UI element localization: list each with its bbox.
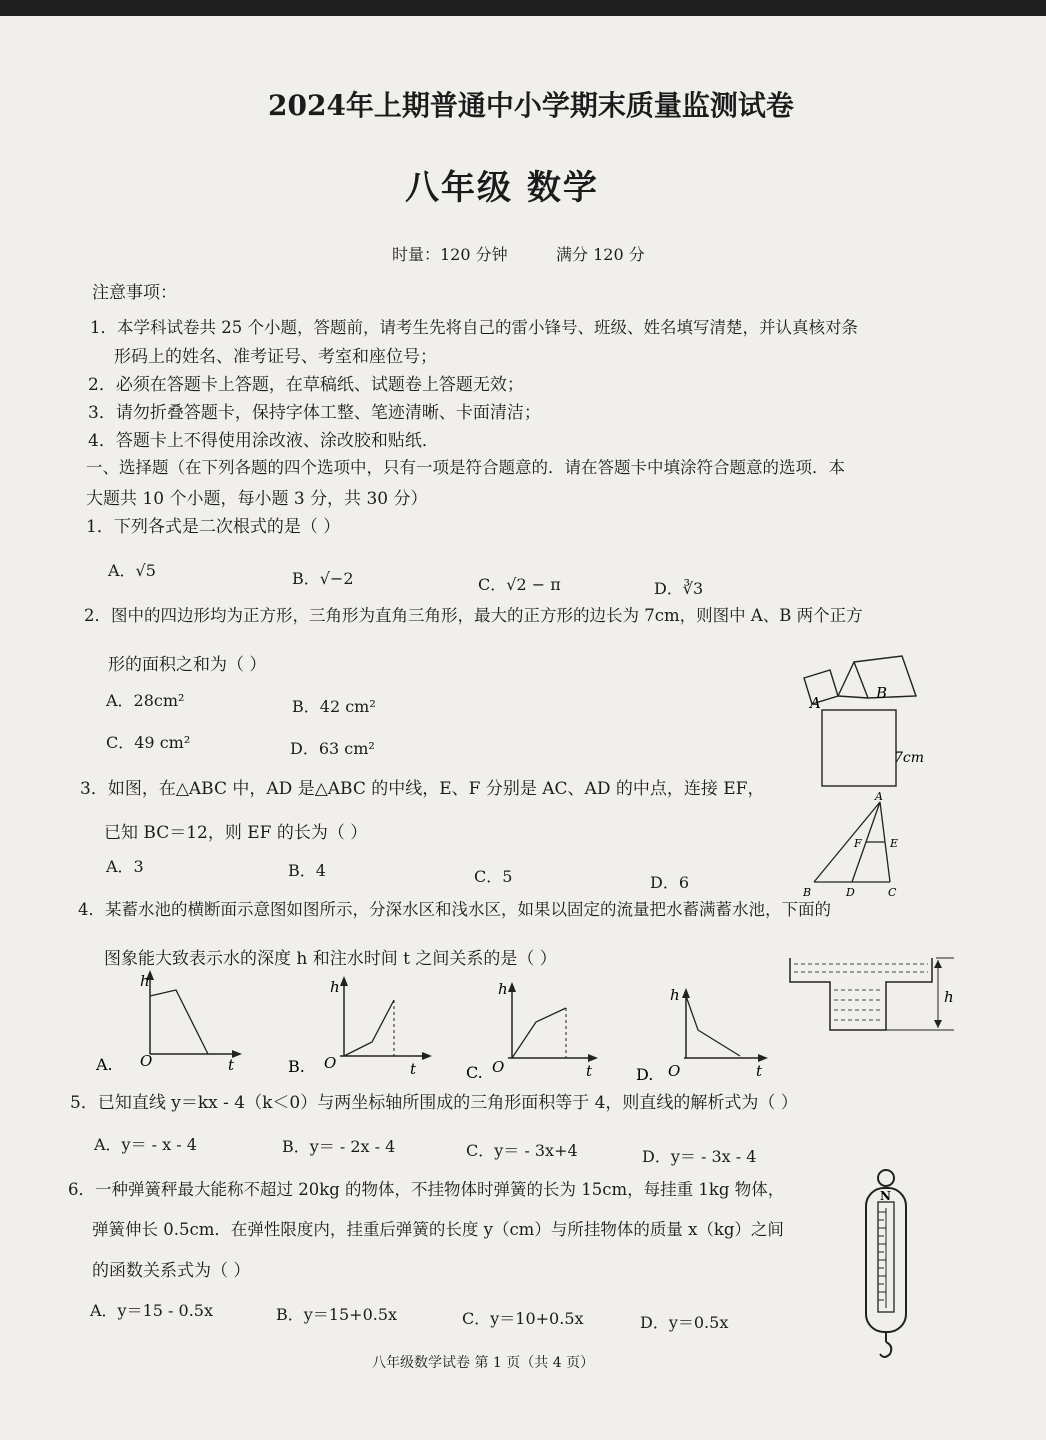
axis-t: t [756,1062,763,1080]
notes-heading: 注意事项： [92,283,177,303]
exam-title: 2024年上期普通中小学期末质量监测试卷 [268,89,794,122]
question-4-stem: 4．某蓄水池的横断面示意图如图所示，分深水区和浅水区，如果以固定的流量把水蓄满蓄水池，下面的 [78,900,831,919]
pool-depth-label: h [944,988,954,1006]
q5-option-b: B．y＝ - 2x - 4 [282,1137,396,1156]
q3-option-c: C．5 [474,867,513,886]
axis-h: h [330,978,340,996]
label-side-length: 7cm [894,750,925,766]
label-square-a: A [810,694,821,712]
exam-subtitle: 八年级 数学 [405,168,599,208]
q4-graph-a [96,966,246,1076]
axis-t: t [228,1056,235,1074]
q4-option-a: A. [96,1055,113,1074]
origin: O [668,1062,681,1080]
question-2-stem-cont: 形的面积之和为（ ） [108,655,267,675]
q2-option-c: C．49 cm² [106,733,191,752]
question-6-stem-cont: 弹簧伸长 0.5cm．在弹性限度内，挂重后弹簧的长度 y（cm）与所挂物体的质量 x（kg）之间 [92,1220,784,1239]
vertex-c: C [888,886,897,899]
origin: O [324,1054,337,1072]
note-item: 形码上的姓名、准考证号、考室和座位号； [114,347,437,367]
question-5-stem: 5．已知直线 y＝kx - 4（k＜0）与两坐标轴所围成的三角形面积等于 4，则直线的解析式为（ ） [70,1093,798,1113]
vertex-b: B [803,886,812,899]
q6-option-a: A．y＝15 - 0.5x [90,1301,214,1320]
squares-triangle-figure [796,652,936,792]
point-d: D [846,886,855,899]
q1-option-b: B．√−2 [292,569,354,588]
section-heading: 一、选择题（在下列各题的四个选项中，只有一项是符合题意的．请在答题卡中填涂符合题意的选项．本 [86,458,845,477]
origin: O [140,1052,153,1070]
q2-option-a: A．28cm² [106,691,185,710]
page-footer: 八年级数学试卷 第 1 页（共 4 页） [372,1355,595,1371]
q6-option-b: B．y＝15+0.5x [276,1305,398,1324]
question-1-stem: 1．下列各式是二次根式的是（ ） [86,517,341,537]
q4-graph-b [286,970,436,1080]
pool-cross-section [786,950,966,1040]
q4-graph-d [636,984,786,1094]
question-6-stem: 6．一种弹簧秤最大能称不超过 20kg 的物体，不挂物体时弹簧的长为 15cm，每挂重 1kg 物体， [68,1180,785,1199]
q1-option-c: C．√2 − π [478,575,561,594]
q5-option-c: C．y＝ - 3x+4 [466,1141,578,1160]
q1-option-d: D．∛3 [654,579,704,598]
axis-h: h [498,980,508,998]
q4-option-c: C. [466,1063,483,1082]
label-square-b: B [876,684,888,702]
question-3-stem: 3．如图，在△ABC 中，AD 是△ABC 的中线，E、F 分别是 AC、AD 的中点，连接 EF， [80,779,765,799]
note-item: 3．请勿折叠答题卡，保持字体工整、笔迹清晰、卡面清洁； [88,403,541,423]
q1-option-a: A．√5 [108,561,156,580]
question-2-stem: 2．图中的四边形均为正方形，三角形为直角三角形，最大的正方形的边长为 7cm，则图中 A、B 两个正方 [84,606,863,625]
vertex-a: A [875,790,883,803]
q4-option-d: D. [636,1065,654,1084]
question-4-stem-cont: 图象能大致表示水的深度 h 和注水时间 t 之间关系的是（ ） [104,949,557,969]
question-3-stem-cont: 已知 BC＝12，则 EF 的长为（ ） [104,823,368,843]
spring-scale-figure [852,1168,922,1358]
axis-h: h [140,972,150,990]
triangle-abc-figure [798,792,908,902]
note-item: 1．本学科试卷共 25 个小题，答题前，请考生先将自己的雷小锋号、班级、姓名填写清楚，并认真核对条 [90,318,858,337]
scale-unit-label: N [880,1189,891,1203]
q5-option-d: D．y＝ - 3x - 4 [642,1147,757,1166]
q3-option-a: A．3 [106,857,144,876]
section-heading-cont: 大题共 10 个小题，每小题 3 分，共 30 分） [86,489,428,509]
q6-option-d: D．y＝0.5x [640,1313,729,1332]
question-6-stem-cont2: 的函数关系式为（ ） [92,1261,251,1281]
scan-edge [0,0,1046,16]
origin: O [492,1058,505,1076]
axis-t: t [410,1060,417,1078]
point-f: F [854,837,862,850]
exam-time: 时量：120 分钟 [392,245,508,264]
point-e: E [890,837,899,850]
q5-option-a: A．y＝ - x - 4 [94,1135,197,1154]
note-item: 4．答题卡上不得使用涂改液、涂改胶和贴纸． [88,431,439,451]
axis-t: t [586,1062,593,1080]
q2-option-b: B．42 cm² [292,697,376,716]
q2-option-d: D．63 cm² [290,739,375,758]
q4-graph-c [466,978,616,1088]
q3-option-d: D．6 [650,873,690,892]
q4-option-b: B. [288,1057,305,1076]
axis-h: h [670,986,680,1004]
note-item: 2．必须在答题卡上答题，在草稿纸、试题卷上答题无效； [88,375,524,395]
exam-score: 满分 120 分 [556,245,645,264]
q6-option-c: C．y＝10+0.5x [462,1309,584,1328]
q3-option-b: B．4 [288,861,326,880]
